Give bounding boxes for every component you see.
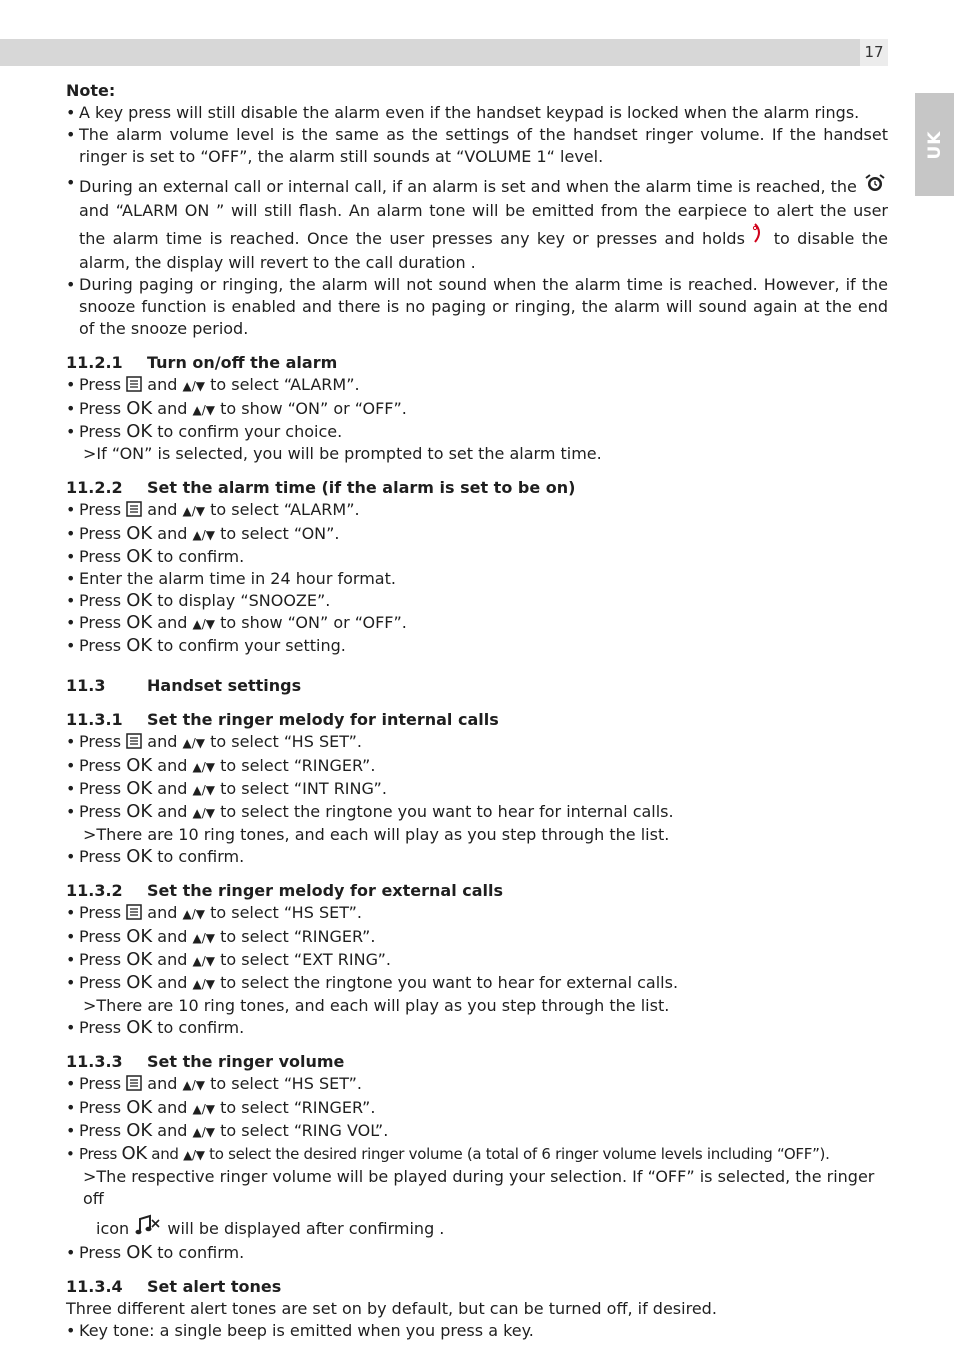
list-item: • Press OK and ▲/▼ to select the ringtone you want to hear for internal calls.	[66, 801, 888, 824]
sub-note: >The respective ringer volume will be played during your selection. If “OFF” is selected, the ringer off	[83, 1167, 875, 1208]
sub-note: icon will be displayed after confirming .	[66, 1214, 888, 1242]
note-bullet: • During paging or ringing, the alarm will not sound when the alarm time is reached. However, if the snooze function is enabled and there is no paging or ringing, the alarm will sound again at the end of the snooze period.	[66, 274, 888, 340]
section-heading: 11.3 Handset settings	[66, 676, 302, 695]
menu-icon	[126, 733, 142, 755]
list-item: • Press and ▲/▼ to select “ALARM”.	[66, 499, 888, 523]
list-item: • Press OK and ▲/▼ to select the desired ringer volume (a total of 6 ringer volume levels including “OFF”).	[66, 1143, 888, 1166]
list-item: • Enter the alarm time in 24 hour format.	[66, 568, 888, 590]
list-item: • Press OK to confirm.	[66, 546, 888, 568]
sub-note: >There are 10 ring tones, and each will play as you step through the list.	[83, 825, 670, 844]
list-item: • Press OK and ▲/▼ to select the ringtone you want to hear for external calls.	[66, 972, 888, 995]
end-call-icon	[752, 222, 766, 252]
list-item: • Press and ▲/▼ to select “ALARM”.	[66, 374, 888, 398]
ringer-off-icon	[134, 1214, 162, 1242]
section-intro: Three different alert tones are set on by default, but can be turned off, if desired.	[66, 1299, 717, 1318]
note-bullet: • During an external call or internal call, if an alarm is set and when the alarm time is reached, the and “ALARM ON ” will still flash. An alarm tone will be emitted from the earpiece to alert the user the alarm time is reached. Once the user presses any key or presses and holds to disable the alarm, the display will revert to the call duration .	[66, 172, 888, 274]
list-item: • Press OK and ▲/▼ to show “ON” or “OFF”.	[66, 398, 888, 421]
list-item: • Press OK and ▲/▼ to select “ON”.	[66, 523, 888, 546]
sub-note: >There are 10 ring tones, and each will play as you step through the list.	[83, 996, 670, 1015]
language-tab-label: UK	[924, 130, 945, 159]
section-heading: 11.3.1 Set the ringer melody for internal calls	[66, 710, 499, 729]
menu-icon	[126, 1075, 142, 1097]
list-item: • Press and ▲/▼ to select “HS SET”.	[66, 902, 888, 926]
sub-note: >If “ON” is selected, you will be prompted to set the alarm time.	[83, 444, 602, 463]
list-item: • Press OK and ▲/▼ to select “RING VOL”.	[66, 1120, 888, 1143]
list-item: • Press and ▲/▼ to select “HS SET”.	[66, 731, 888, 755]
list-item: • Press OK and ▲/▼ to select “INT RING”.	[66, 778, 888, 801]
section-heading: 11.3.4 Set alert tones	[66, 1277, 282, 1296]
list-item: • Press OK to confirm your setting.	[66, 635, 888, 657]
list-item: • Press OK to confirm.	[66, 1017, 888, 1039]
menu-icon	[126, 904, 142, 926]
section-heading: 11.3.2 Set the ringer melody for external calls	[66, 881, 504, 900]
list-item: • Press OK and ▲/▼ to select “RINGER”.	[66, 755, 888, 778]
note-bullet: • A key press will still disable the alarm even if the handset keypad is locked when the alarm rings.	[66, 102, 888, 124]
list-item: • Press and ▲/▼ to select “HS SET”.	[66, 1073, 888, 1097]
note-bullet: • The alarm volume level is the same as the settings of the handset ringer volume. If the handset ringer is set to “OFF”, the alarm still sounds at “VOLUME 1“ level.	[66, 124, 888, 168]
menu-icon	[126, 501, 142, 523]
alarm-clock-icon	[862, 172, 888, 200]
list-item: • Key tone: a single beep is emitted when you press a key.	[66, 1320, 888, 1342]
list-item: • Press OK to confirm.	[66, 846, 888, 868]
section-heading: 11.3.3 Set the ringer volume	[66, 1052, 345, 1071]
language-tab	[915, 93, 954, 196]
list-item: • Press OK to confirm.	[66, 1242, 888, 1264]
section-heading: 11.2.1 Turn on/off the alarm	[66, 353, 338, 372]
list-item: • Press OK and ▲/▼ to select “RINGER”.	[66, 926, 888, 949]
section-heading: 11.2.2 Set the alarm time (if the alarm is set to be on)	[66, 478, 576, 497]
menu-icon	[126, 376, 142, 398]
list-item: • Press OK and ▲/▼ to show “ON” or “OFF”.	[66, 612, 888, 635]
list-item: • Press OK to display “SNOOZE”.	[66, 590, 888, 612]
list-item: • Press OK to confirm your choice.	[66, 421, 888, 443]
page-number: 17	[860, 39, 888, 66]
note-title: Note:	[66, 81, 116, 100]
list-item: • Press OK and ▲/▼ to select “RINGER”.	[66, 1097, 888, 1120]
page-content	[66, 80, 888, 1342]
list-item: • Press OK and ▲/▼ to select “EXT RING”.	[66, 949, 888, 972]
header-bar	[0, 39, 860, 66]
